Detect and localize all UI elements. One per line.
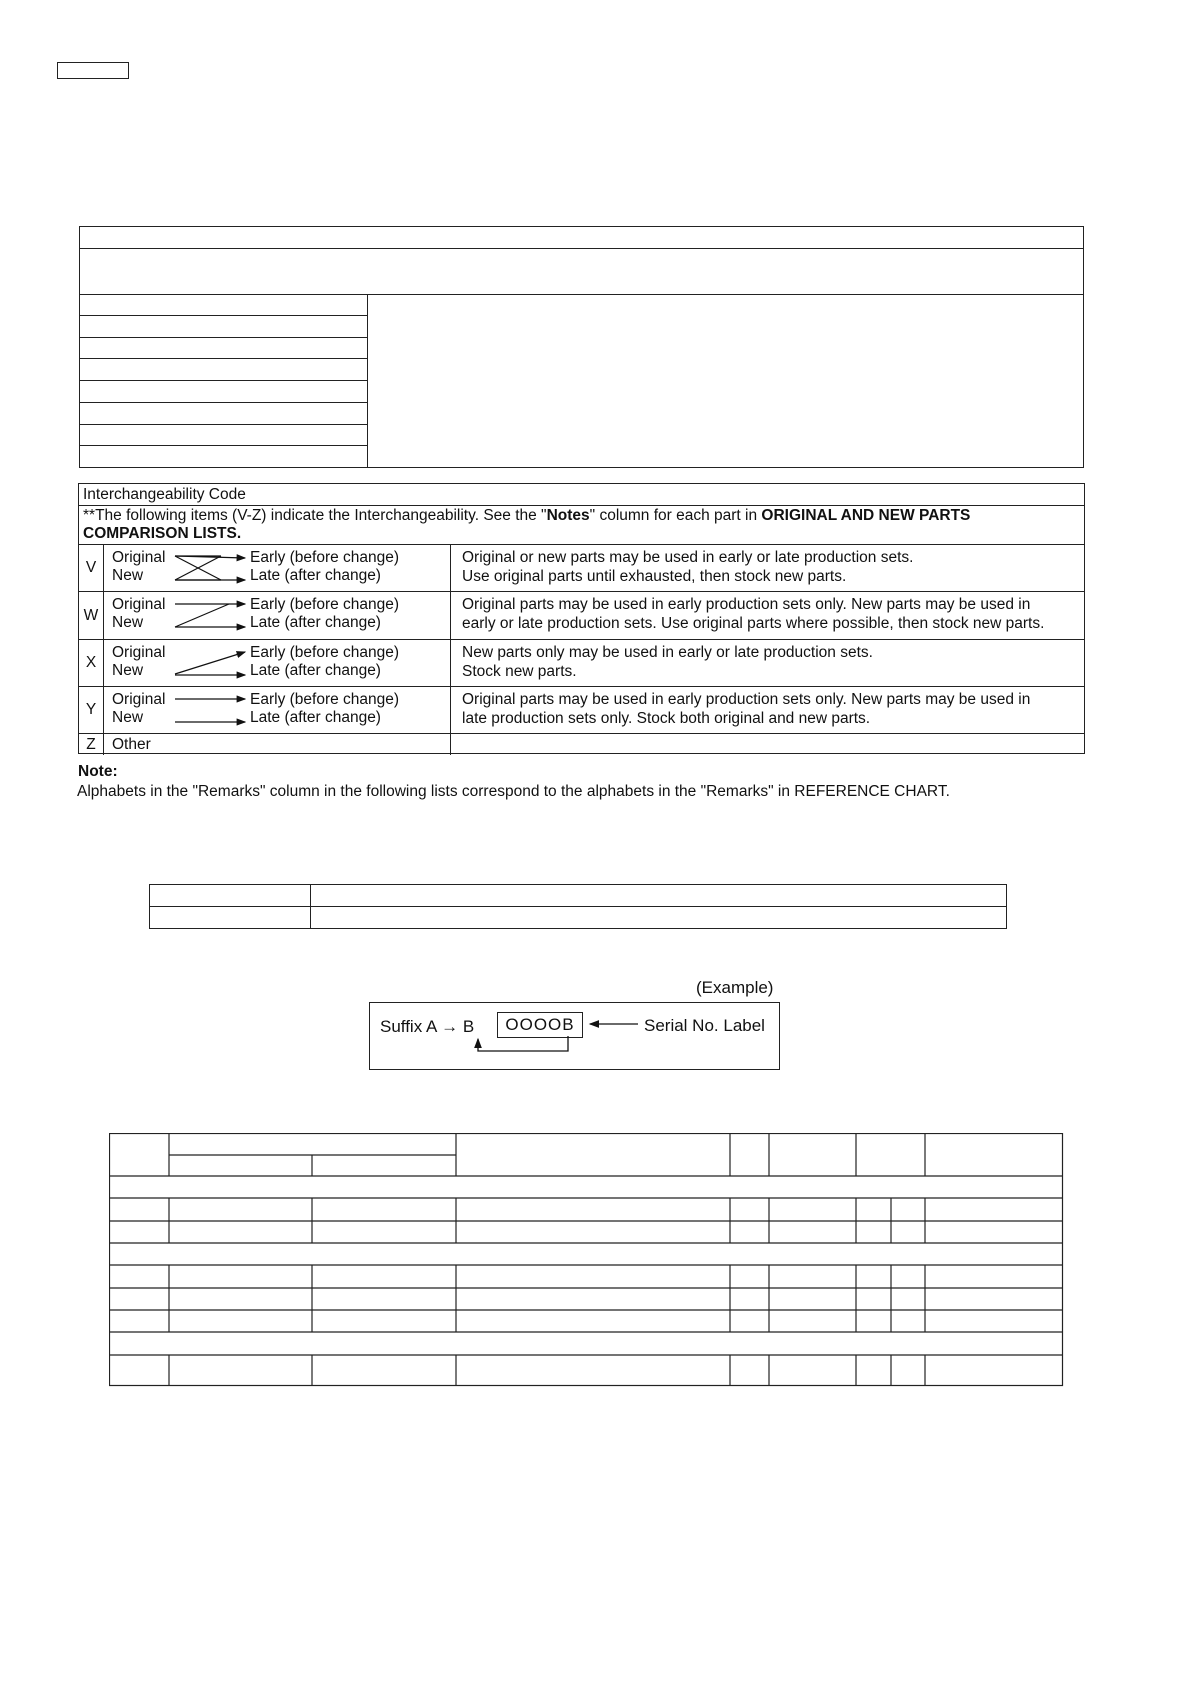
parts-list-table [109, 1133, 1064, 1387]
form-row [80, 248, 1083, 295]
arrow-cross-icon [173, 551, 249, 585]
interchange-row-z: Z Other [79, 734, 1084, 755]
interchangeability-note: **The following items (V-Z) indicate the Interchangeability. See the "Notes" column for each part in ORIGINAL AND NEW PARTS COMPARISON LISTS. [79, 506, 1084, 545]
interchangeability-table [78, 483, 1085, 754]
info-form-table [79, 226, 1084, 468]
interchange-row-w: W Original New Early (before change) Late (after change) Original parts may be used in early production sets only. New parts may be used in early or late production sets. Use original parts where possible, then stock new parts. [79, 592, 1084, 640]
arrow-z-icon [173, 598, 249, 632]
code-label: V [79, 545, 104, 591]
arrow-diagonal-icon [173, 646, 249, 680]
example-diagram [369, 1002, 780, 1070]
interchange-row-x: X Original New Early (before change) Late (after change) New parts only may be used in early or late production sets. Stock new parts. [79, 640, 1084, 687]
suffix-text: Suffix A → B [380, 1017, 475, 1036]
note-heading: Note: [78, 763, 118, 780]
interchange-row-v: V Original New Early (before change) Late (after change) Original or new parts may be used in early or late production sets. Use original parts until exhausted, then stock new parts. [79, 545, 1084, 592]
arrow-parallel-icon [173, 693, 249, 727]
example-label: (Example) [696, 978, 774, 997]
serial-label-text: Serial No. Label [644, 1016, 765, 1035]
suffix-arrow-icon [470, 1003, 640, 1071]
header-box [57, 62, 129, 79]
form-row [80, 227, 1083, 249]
interchangeability-title: Interchangeability Code [79, 484, 1084, 506]
form-left-column [80, 294, 368, 467]
serial-label-box: OOOOB [497, 1012, 583, 1038]
note-text: Alphabets in the "Remarks" column in the following lists correspond to the alphabets in the "Remarks" in REFERENCE CHART. [77, 783, 950, 800]
interchange-row-y: Y Original New Early (before change) Late (after change) Original parts may be used in early production sets only. New parts may be used in late production sets only. Stock both original and new parts. [79, 687, 1084, 734]
model-table [149, 884, 1007, 929]
